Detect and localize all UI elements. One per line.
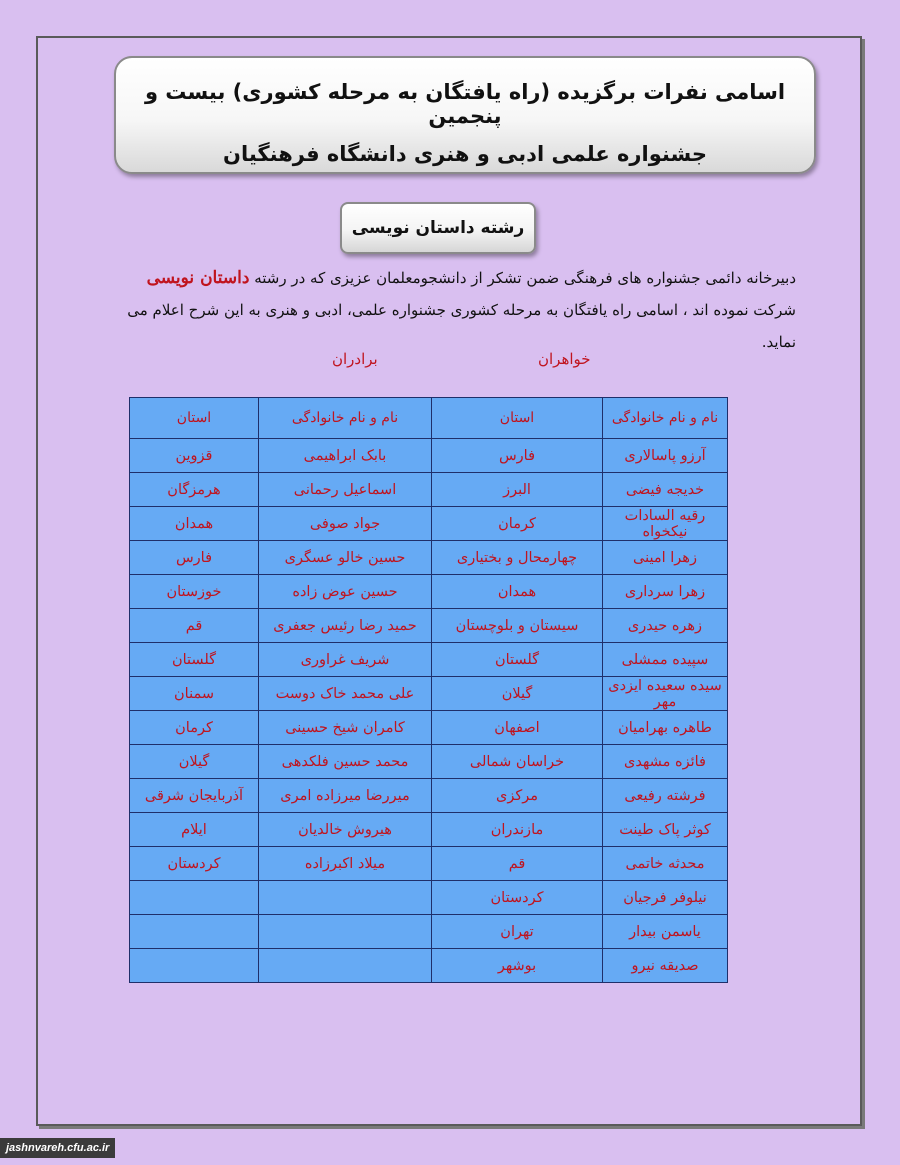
winners-table (129, 397, 728, 983)
cell-province-brothers (130, 881, 259, 915)
cell-name-brothers: حسین عوض زاده (259, 575, 432, 609)
cell-name-sisters: آرزو پاسالاری (603, 439, 728, 473)
intro-highlight: داستان نویسی (146, 268, 250, 288)
cell-name-sisters: زهره حیدری (603, 609, 728, 643)
cell-province-brothers: ایلام (130, 813, 259, 847)
table-row (130, 915, 728, 949)
cell-province-brothers: فارس (130, 541, 259, 575)
cell-province-brothers: همدان (130, 507, 259, 541)
cell-name-brothers (259, 881, 432, 915)
cell-name-sisters: نیلوفر فرجیان (603, 881, 728, 915)
cell-province-brothers: قم (130, 609, 259, 643)
group-label-sisters: خواهران (538, 350, 591, 368)
cell-province-sisters: اصفهان (432, 711, 603, 745)
cell-name-sisters: صدیقه نیرو (603, 949, 728, 983)
cell-province-brothers: قزوین (130, 439, 259, 473)
cell-name-sisters: رقیه السادات نیکخواه (603, 507, 728, 541)
title-line-2: جشنواره علمی ادبی و هنری دانشگاه فرهنگیان (223, 142, 707, 166)
table-row (130, 779, 728, 813)
cell-province-sisters: گلستان (432, 643, 603, 677)
cell-name-sisters: زهرا سرداری (603, 575, 728, 609)
header-name-brothers: نام و نام خانوادگی (259, 398, 432, 439)
cell-name-sisters: خدیجه فیضی (603, 473, 728, 507)
cell-province-sisters: تهران (432, 915, 603, 949)
table-row (130, 745, 728, 779)
cell-province-sisters: فارس (432, 439, 603, 473)
cell-province-brothers: کردستان (130, 847, 259, 881)
table-row (130, 881, 728, 915)
title-banner (114, 56, 816, 174)
cell-province-brothers (130, 949, 259, 983)
intro-paragraph (120, 262, 796, 358)
cell-province-sisters: چهارمحال و بختیاری (432, 541, 603, 575)
table-header-row (130, 398, 728, 439)
cell-province-sisters: کرمان (432, 507, 603, 541)
subject-label: رشته داستان نویسی (340, 202, 536, 254)
table-row (130, 813, 728, 847)
cell-name-brothers: میررضا میرزاده امری (259, 779, 432, 813)
table-row (130, 609, 728, 643)
intro-text-before: دبیرخانه دائمی جشنواره های فرهنگی ضمن تشکر از دانشجومعلمان عزیزی که در رشته (249, 269, 796, 287)
cell-province-brothers: گلستان (130, 643, 259, 677)
cell-name-brothers: کامران شیخ حسینی (259, 711, 432, 745)
header-province-sisters: استان (432, 398, 603, 439)
table-body (130, 439, 728, 983)
cell-name-brothers: شریف غراوری (259, 643, 432, 677)
cell-name-brothers: میلاد اکبرزاده (259, 847, 432, 881)
table-row (130, 847, 728, 881)
cell-name-brothers: حسین خالو عسگری (259, 541, 432, 575)
table-row (130, 575, 728, 609)
cell-name-sisters: طاهره بهرامیان (603, 711, 728, 745)
cell-province-sisters: مازندران (432, 813, 603, 847)
cell-name-brothers: علی محمد خاک دوست (259, 677, 432, 711)
table-row (130, 541, 728, 575)
cell-province-brothers: خوزستان (130, 575, 259, 609)
table-row (130, 473, 728, 507)
cell-province-brothers: آذربایجان شرقی (130, 779, 259, 813)
cell-province-sisters: سیستان و بلوچستان (432, 609, 603, 643)
cell-name-sisters: زهرا امینی (603, 541, 728, 575)
cell-name-sisters: محدثه خاتمی (603, 847, 728, 881)
cell-name-brothers (259, 915, 432, 949)
table-row (130, 711, 728, 745)
cell-name-brothers: اسماعیل رحمانی (259, 473, 432, 507)
cell-province-sisters: خراسان شمالی (432, 745, 603, 779)
table-row (130, 643, 728, 677)
table-row (130, 439, 728, 473)
cell-name-brothers: محمد حسین فلکدهی (259, 745, 432, 779)
title-line-1: اسامی نفرات برگزیده (راه یافتگان به مرحله کشوری) بیست و پنجمین (144, 80, 786, 128)
cell-name-brothers (259, 949, 432, 983)
header-name-sisters: نام و نام خانوادگی (603, 398, 728, 439)
table-row (130, 949, 728, 983)
cell-province-brothers: سمنان (130, 677, 259, 711)
cell-name-brothers: جواد صوفی (259, 507, 432, 541)
cell-name-sisters: فرشته رفیعی (603, 779, 728, 813)
cell-province-sisters: بوشهر (432, 949, 603, 983)
cell-name-sisters: یاسمن بیدار (603, 915, 728, 949)
cell-province-brothers: گیلان (130, 745, 259, 779)
cell-province-sisters: البرز (432, 473, 603, 507)
table-row (130, 677, 728, 711)
cell-name-sisters: سپیده ممشلی (603, 643, 728, 677)
cell-name-sisters: کوثر پاک طینت (603, 813, 728, 847)
cell-name-brothers: هیروش خالدیان (259, 813, 432, 847)
table-row (130, 507, 728, 541)
cell-province-sisters: قم (432, 847, 603, 881)
cell-name-sisters: فائزه مشهدی (603, 745, 728, 779)
cell-province-sisters: مرکزی (432, 779, 603, 813)
cell-name-brothers: بابک ابراهیمی (259, 439, 432, 473)
cell-province-brothers: کرمان (130, 711, 259, 745)
cell-province-sisters: گیلان (432, 677, 603, 711)
website-tag: jashnvareh.cfu.ac.ir (0, 1138, 115, 1158)
cell-province-brothers: هرمزگان (130, 473, 259, 507)
header-province-brothers: استان (130, 398, 259, 439)
cell-province-brothers (130, 915, 259, 949)
cell-name-sisters: سیده سعیده ایزدی مهر (603, 677, 728, 711)
group-label-brothers: برادران (332, 350, 378, 368)
cell-province-sisters: همدان (432, 575, 603, 609)
cell-name-brothers: حمید رضا رئیس جعفری (259, 609, 432, 643)
intro-text-after: شرکت نموده اند ، اسامی راه یافتگان به مرحله کشوری جشنواره علمی، ادبی و هنری به این شرح اعلام می نماید. (127, 301, 796, 351)
cell-province-sisters: کردستان (432, 881, 603, 915)
